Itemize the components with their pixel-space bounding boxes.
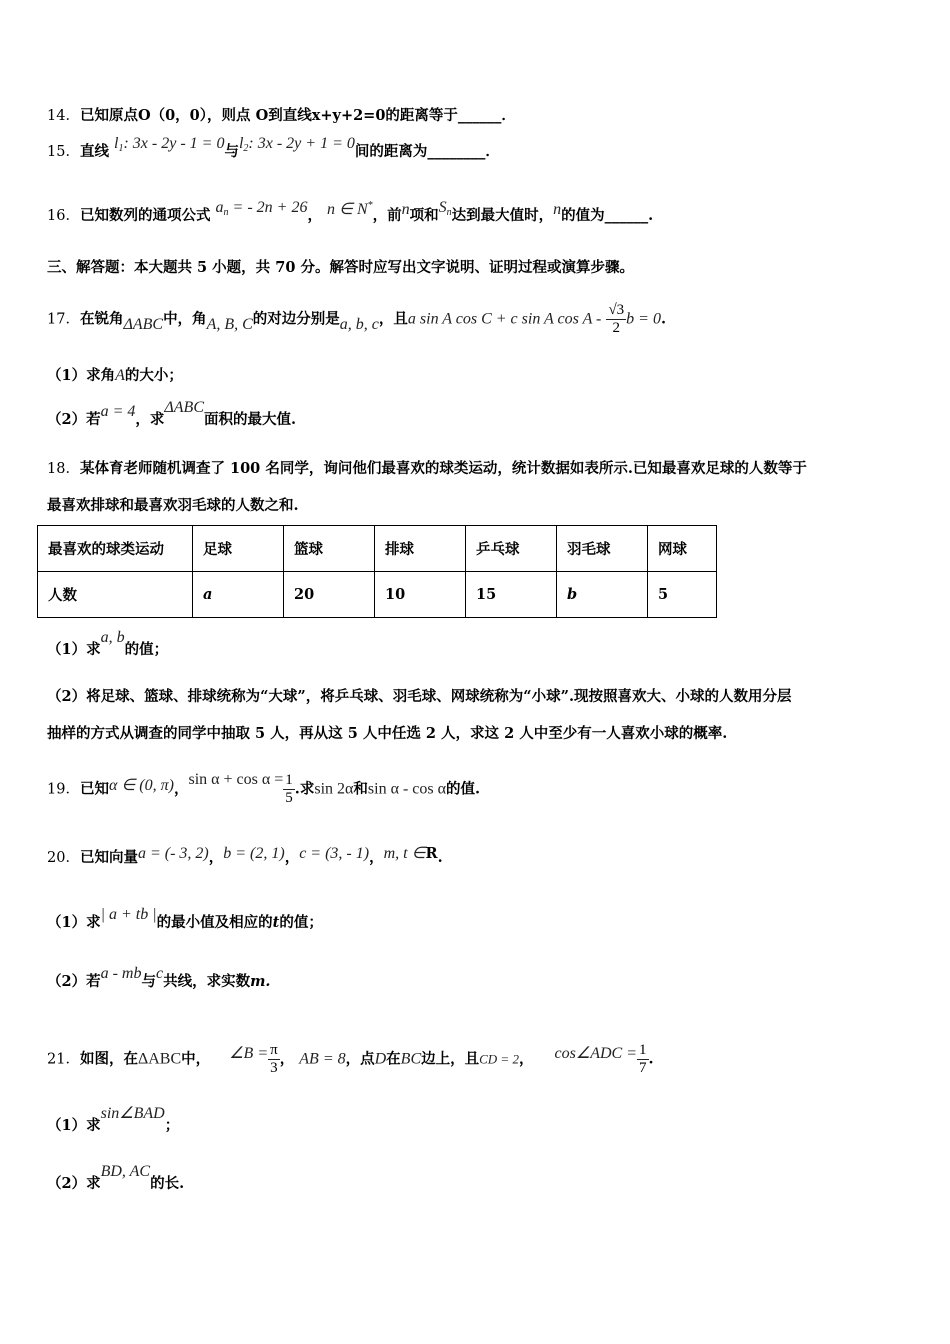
- q15-l2: l: [238, 135, 244, 152]
- q18-vars: a, b: [100, 629, 125, 646]
- part-label: （1）求: [47, 641, 101, 658]
- q20-vector-a: a = (- 3, 2): [137, 845, 209, 862]
- fraction-denominator: 7: [639, 1060, 647, 1076]
- part-label: （2）若: [47, 411, 101, 428]
- q21-comma: ，: [279, 1050, 295, 1068]
- q15-text: 与: [224, 143, 239, 160]
- question-number: 15．: [47, 144, 80, 160]
- q14-text: 到直线: [268, 107, 312, 124]
- fraction-numerator: 1: [639, 1042, 647, 1058]
- q20-text: 的最小值及相应的: [156, 914, 273, 931]
- question-15: [47, 135, 500, 162]
- table-cell: 网球: [648, 526, 717, 572]
- q20-comma: ，: [369, 849, 384, 866]
- q14-text: ，则点: [207, 107, 251, 124]
- data-table: [37, 525, 717, 618]
- table-cell: 最喜欢的球类运动: [38, 526, 193, 572]
- q16-text: 项和: [409, 207, 439, 224]
- question-20: [47, 846, 443, 867]
- q20-expr: | a + tb |: [100, 906, 157, 923]
- table-cell: 10: [375, 572, 466, 618]
- q21-d: D: [374, 1050, 387, 1068]
- q17-sides: a, b, c: [339, 315, 379, 333]
- table-cell: 20: [284, 572, 375, 618]
- q21-part1: [47, 1105, 180, 1135]
- q19-text: ，: [173, 780, 189, 798]
- q14-line-eq: x+y+2=0: [311, 107, 386, 124]
- q21-cos: cos∠ADC =: [554, 1044, 637, 1062]
- q17-given: a = 4: [100, 403, 136, 420]
- q20-expr: a - mb: [100, 965, 142, 982]
- q16-n: n: [553, 201, 562, 218]
- q21-expr: BD, AC: [100, 1163, 151, 1180]
- q21-text: 在: [386, 1050, 401, 1068]
- q17-equation: a sin A cos C + c sin A cos A -: [407, 310, 602, 328]
- part-label: （2）若: [47, 973, 101, 990]
- q15-eq1: : 3x - 2y - 1 = 0: [123, 135, 225, 152]
- table-cell: 乒乓球: [466, 526, 557, 572]
- q21-text: 的长.: [150, 1175, 185, 1192]
- part-label: （2）求: [47, 1175, 101, 1192]
- q18-part2: （2）将足球、篮球、排球统称为“大球”，将乒乓球、羽毛球、网球统称为“小球”.现按照喜欢大、小球的人数用分层: [47, 688, 792, 705]
- q17-text: 的对边分别是: [252, 310, 340, 328]
- q19-text: .求: [294, 780, 315, 798]
- q16-comma: ，: [307, 207, 322, 224]
- q15-eq2: : 3x - 2y + 1 = 0: [248, 135, 355, 152]
- q16-s: S: [438, 199, 447, 216]
- q21-triangle: ΔABC: [137, 1050, 182, 1068]
- q20-text: 与: [141, 973, 156, 990]
- fraction-denominator: 3: [270, 1060, 278, 1076]
- q19-expr: sin 2α: [314, 780, 354, 798]
- q21-fraction: [268, 1042, 280, 1077]
- q14-text: 已知原点: [79, 107, 138, 124]
- q16-n: n: [401, 201, 410, 218]
- q20-reals: R: [425, 845, 438, 862]
- part-label: （1）求: [47, 914, 101, 931]
- q14-point-o: O: [255, 107, 269, 124]
- q21-text: 边上，且: [421, 1050, 480, 1068]
- q20-t: t: [272, 914, 280, 931]
- q16-n-in: n ∈ N: [327, 201, 368, 218]
- q16-text: 的值为______.: [561, 207, 654, 224]
- question-number: 17．: [47, 311, 80, 328]
- table-cell: 足球: [193, 526, 284, 572]
- question-18: [47, 457, 807, 478]
- q20-comma: ，: [208, 849, 224, 866]
- q19-expr: sin α - cos α: [367, 780, 446, 798]
- q16-s-sub: n: [446, 207, 452, 218]
- q21-expr: sin∠BAD: [100, 1105, 165, 1122]
- table-cell: 15: [466, 572, 557, 618]
- q18-text: 的值；: [124, 641, 169, 658]
- part-label: （1）求角: [47, 367, 116, 384]
- q17-text: 中，角: [163, 310, 207, 328]
- q17-text: ，求: [135, 411, 165, 428]
- q17-text: ，且: [378, 310, 408, 328]
- q21-period: .: [648, 1050, 654, 1068]
- q19-equation: sin α + cos α =: [188, 770, 284, 788]
- q20-m: m.: [250, 973, 271, 990]
- q20-vector-c: c = (3, - 1): [299, 845, 370, 862]
- q20-text: 的值；: [279, 914, 323, 931]
- q20-part1: [47, 906, 323, 932]
- q20-text: 共线，求实数: [163, 973, 251, 990]
- q21-comma: ，: [518, 1050, 534, 1068]
- q16-a: a: [215, 199, 224, 216]
- q17-triangle: ΔABC: [164, 399, 204, 416]
- q17-text: 面积的最大值.: [204, 411, 297, 428]
- question-number: 16．: [47, 208, 80, 224]
- q20-c: c: [155, 965, 164, 982]
- q16-text: ，前: [372, 207, 402, 224]
- question-number: 14．: [47, 108, 80, 124]
- q17-angles: A, B, C: [206, 315, 253, 333]
- fraction-numerator: √3: [608, 302, 625, 318]
- question-number: 21．: [47, 1051, 80, 1068]
- table-cell: 篮球: [284, 526, 375, 572]
- q18-part1: [47, 629, 169, 659]
- q17-part2: [47, 399, 297, 429]
- q15-l2-sub: 2: [243, 143, 249, 154]
- q20-part2: [47, 965, 271, 991]
- table-cell: 人数: [38, 572, 193, 618]
- question-16: [47, 199, 654, 226]
- q17-text: 在锐角: [79, 310, 124, 328]
- q21-cd: CD = 2: [479, 1051, 519, 1067]
- q15-text: 直线: [79, 143, 109, 160]
- table-cell: a: [193, 572, 284, 618]
- q18-text: 最喜欢排球和最喜欢羽毛球的人数之和.: [47, 497, 299, 514]
- q17-angle-a: A: [115, 367, 125, 384]
- question-14: [47, 104, 516, 125]
- q14-point: O（0，0）: [137, 107, 208, 124]
- q15-l1: l: [114, 135, 119, 152]
- q19-text: 已知: [79, 780, 109, 798]
- q17-part1: [47, 364, 183, 385]
- q17-equation-end: b = 0: [626, 310, 661, 328]
- table-cell: 排球: [375, 526, 466, 572]
- q21-text: ，点: [345, 1050, 375, 1068]
- question-number: 20．: [47, 850, 80, 866]
- q19-fraction: [283, 772, 295, 807]
- table-cell: b: [557, 572, 648, 618]
- q21-part2: [47, 1163, 185, 1193]
- section-heading: 三、解答题：本大题共 5 小题，共 70 分。解答时应写出文字说明、证明过程或演算步骤。: [47, 259, 634, 276]
- q17-triangle: ΔABC: [123, 315, 164, 333]
- q19-text: 和: [353, 780, 368, 798]
- q16-eq: = - 2n + 26: [232, 199, 308, 216]
- q14-text: 的距离等于______．: [385, 107, 516, 124]
- q20-vector-b: b = (2, 1): [223, 845, 285, 862]
- part-label: （1）求: [47, 1117, 101, 1134]
- q16-a-sub: n: [223, 207, 229, 218]
- q21-angle-b: ∠B =: [229, 1044, 269, 1062]
- table-row: [38, 572, 717, 618]
- q20-comma: ，: [284, 849, 300, 866]
- q21-fraction: [637, 1042, 649, 1077]
- q18-text: 某体育老师随机调查了 100 名同学，询问他们最喜欢的球类运动，统计数据如表所示.已知最喜欢足球的人数等于: [79, 460, 807, 477]
- q18-part2-cont: 抽样的方式从调查的同学中抽取 5 人，再从这 5 人中任选 2 人，求这 2 人中至少有一人喜欢小球的概率.: [47, 725, 728, 742]
- question-number: 19．: [47, 781, 80, 798]
- table-cell: 5: [648, 572, 717, 618]
- q21-text: ；: [164, 1117, 180, 1134]
- q16-text: 已知数列的通项公式: [79, 207, 211, 224]
- q20-mt: m, t ∈: [383, 845, 426, 862]
- q16-n-sup: *: [367, 200, 373, 211]
- q21-ab: AB = 8: [299, 1050, 346, 1068]
- q20-text: 已知向量: [79, 849, 138, 866]
- q17-fraction: [606, 302, 626, 337]
- q17-text: 的大小；: [124, 367, 183, 384]
- fraction-numerator: 1: [285, 772, 293, 788]
- question-17: [47, 302, 666, 337]
- q19-condition: α ∈ (0, π): [108, 776, 174, 794]
- q21-bc: BC: [400, 1050, 422, 1068]
- table-cell: 羽毛球: [557, 526, 648, 572]
- q15-l1-sub: 1: [118, 143, 124, 154]
- question-19: [47, 772, 480, 807]
- q15-text: 间的距离为________．: [354, 143, 500, 160]
- q17-period: .: [660, 310, 667, 328]
- question-21: [47, 1042, 654, 1077]
- fraction-denominator: 5: [285, 790, 293, 806]
- fraction-numerator: π: [270, 1042, 278, 1058]
- q21-text: 如图，在: [79, 1050, 138, 1068]
- table-header-row: [38, 526, 717, 572]
- q21-text: 中，: [181, 1050, 211, 1068]
- question-number: 18．: [47, 461, 80, 477]
- q20-period: .: [437, 849, 443, 866]
- fraction-denominator: 2: [612, 320, 621, 336]
- q16-text: 达到最大值时，: [451, 207, 554, 224]
- q19-text: 的值.: [446, 780, 481, 798]
